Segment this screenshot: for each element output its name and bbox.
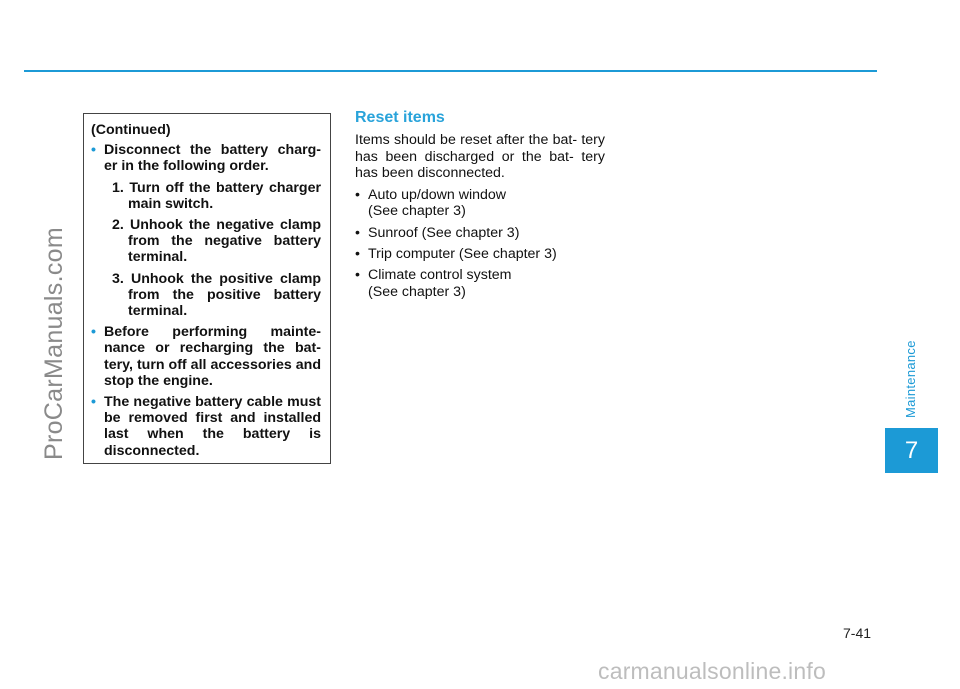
list-item [355,187,605,220]
list-item-text: Trip computer (See chapter 3) [368,246,557,263]
continued-notice-box [83,113,331,464]
chapter-side-label: Maintenance [903,340,918,418]
section-intro: Items should be reset after the bat- tery has been discharged or the bat- tery has been disconnected. [355,132,605,181]
notice-bullet [91,394,321,459]
watermark-text: ProCarManuals.com [40,227,68,460]
list-item-text: Climate control system [368,267,512,284]
bullet-icon: • [355,267,360,284]
list-item-text: Sunroof (See chapter 3) [368,224,520,241]
list-item-subtext: (See chapter 3) [368,203,466,220]
notice-step: 1. Turn off the battery charger main switch. [112,179,321,212]
header-rule [24,70,877,72]
notice-bullet [91,142,321,174]
list-item [355,225,605,241]
continued-label: (Continued) [91,122,171,138]
notice-step: 3. Unhook the positive clamp from the positive battery terminal. [112,270,321,320]
notice-step: 2. Unhook the negative clamp from the negative battery terminal. [112,217,321,266]
notice-bullet [91,324,321,389]
section-title: Reset items [355,109,445,126]
footer-watermark: carmanualsonline.info [598,658,826,684]
notice-bullet-text: Disconnect the battery charg- er in the following order. [104,142,321,175]
list-item [355,267,605,300]
bullet-icon: • [355,224,360,241]
list-item [355,246,605,262]
notice-bullet-text: The negative battery cable must be removed first and installed last when the battery is disconnected. [104,394,321,459]
bullet-icon: • [355,246,360,263]
reset-items-section [355,110,605,305]
bullet-icon: • [91,324,96,341]
page-number: 7-41 [843,625,872,641]
reset-items-list [355,187,605,300]
bullet-icon: • [91,142,96,159]
list-item-text: Auto up/down window [368,187,507,204]
list-item-subtext: (See chapter 3) [368,283,466,300]
bullet-icon: • [91,394,96,411]
chapter-tab[interactable]: 7 [885,428,938,473]
notice-bullet-text: Before performing mainte- nance or recharging the bat- tery, turn off all accessories and stop the engine. [104,324,321,389]
bullet-icon: • [355,187,360,204]
